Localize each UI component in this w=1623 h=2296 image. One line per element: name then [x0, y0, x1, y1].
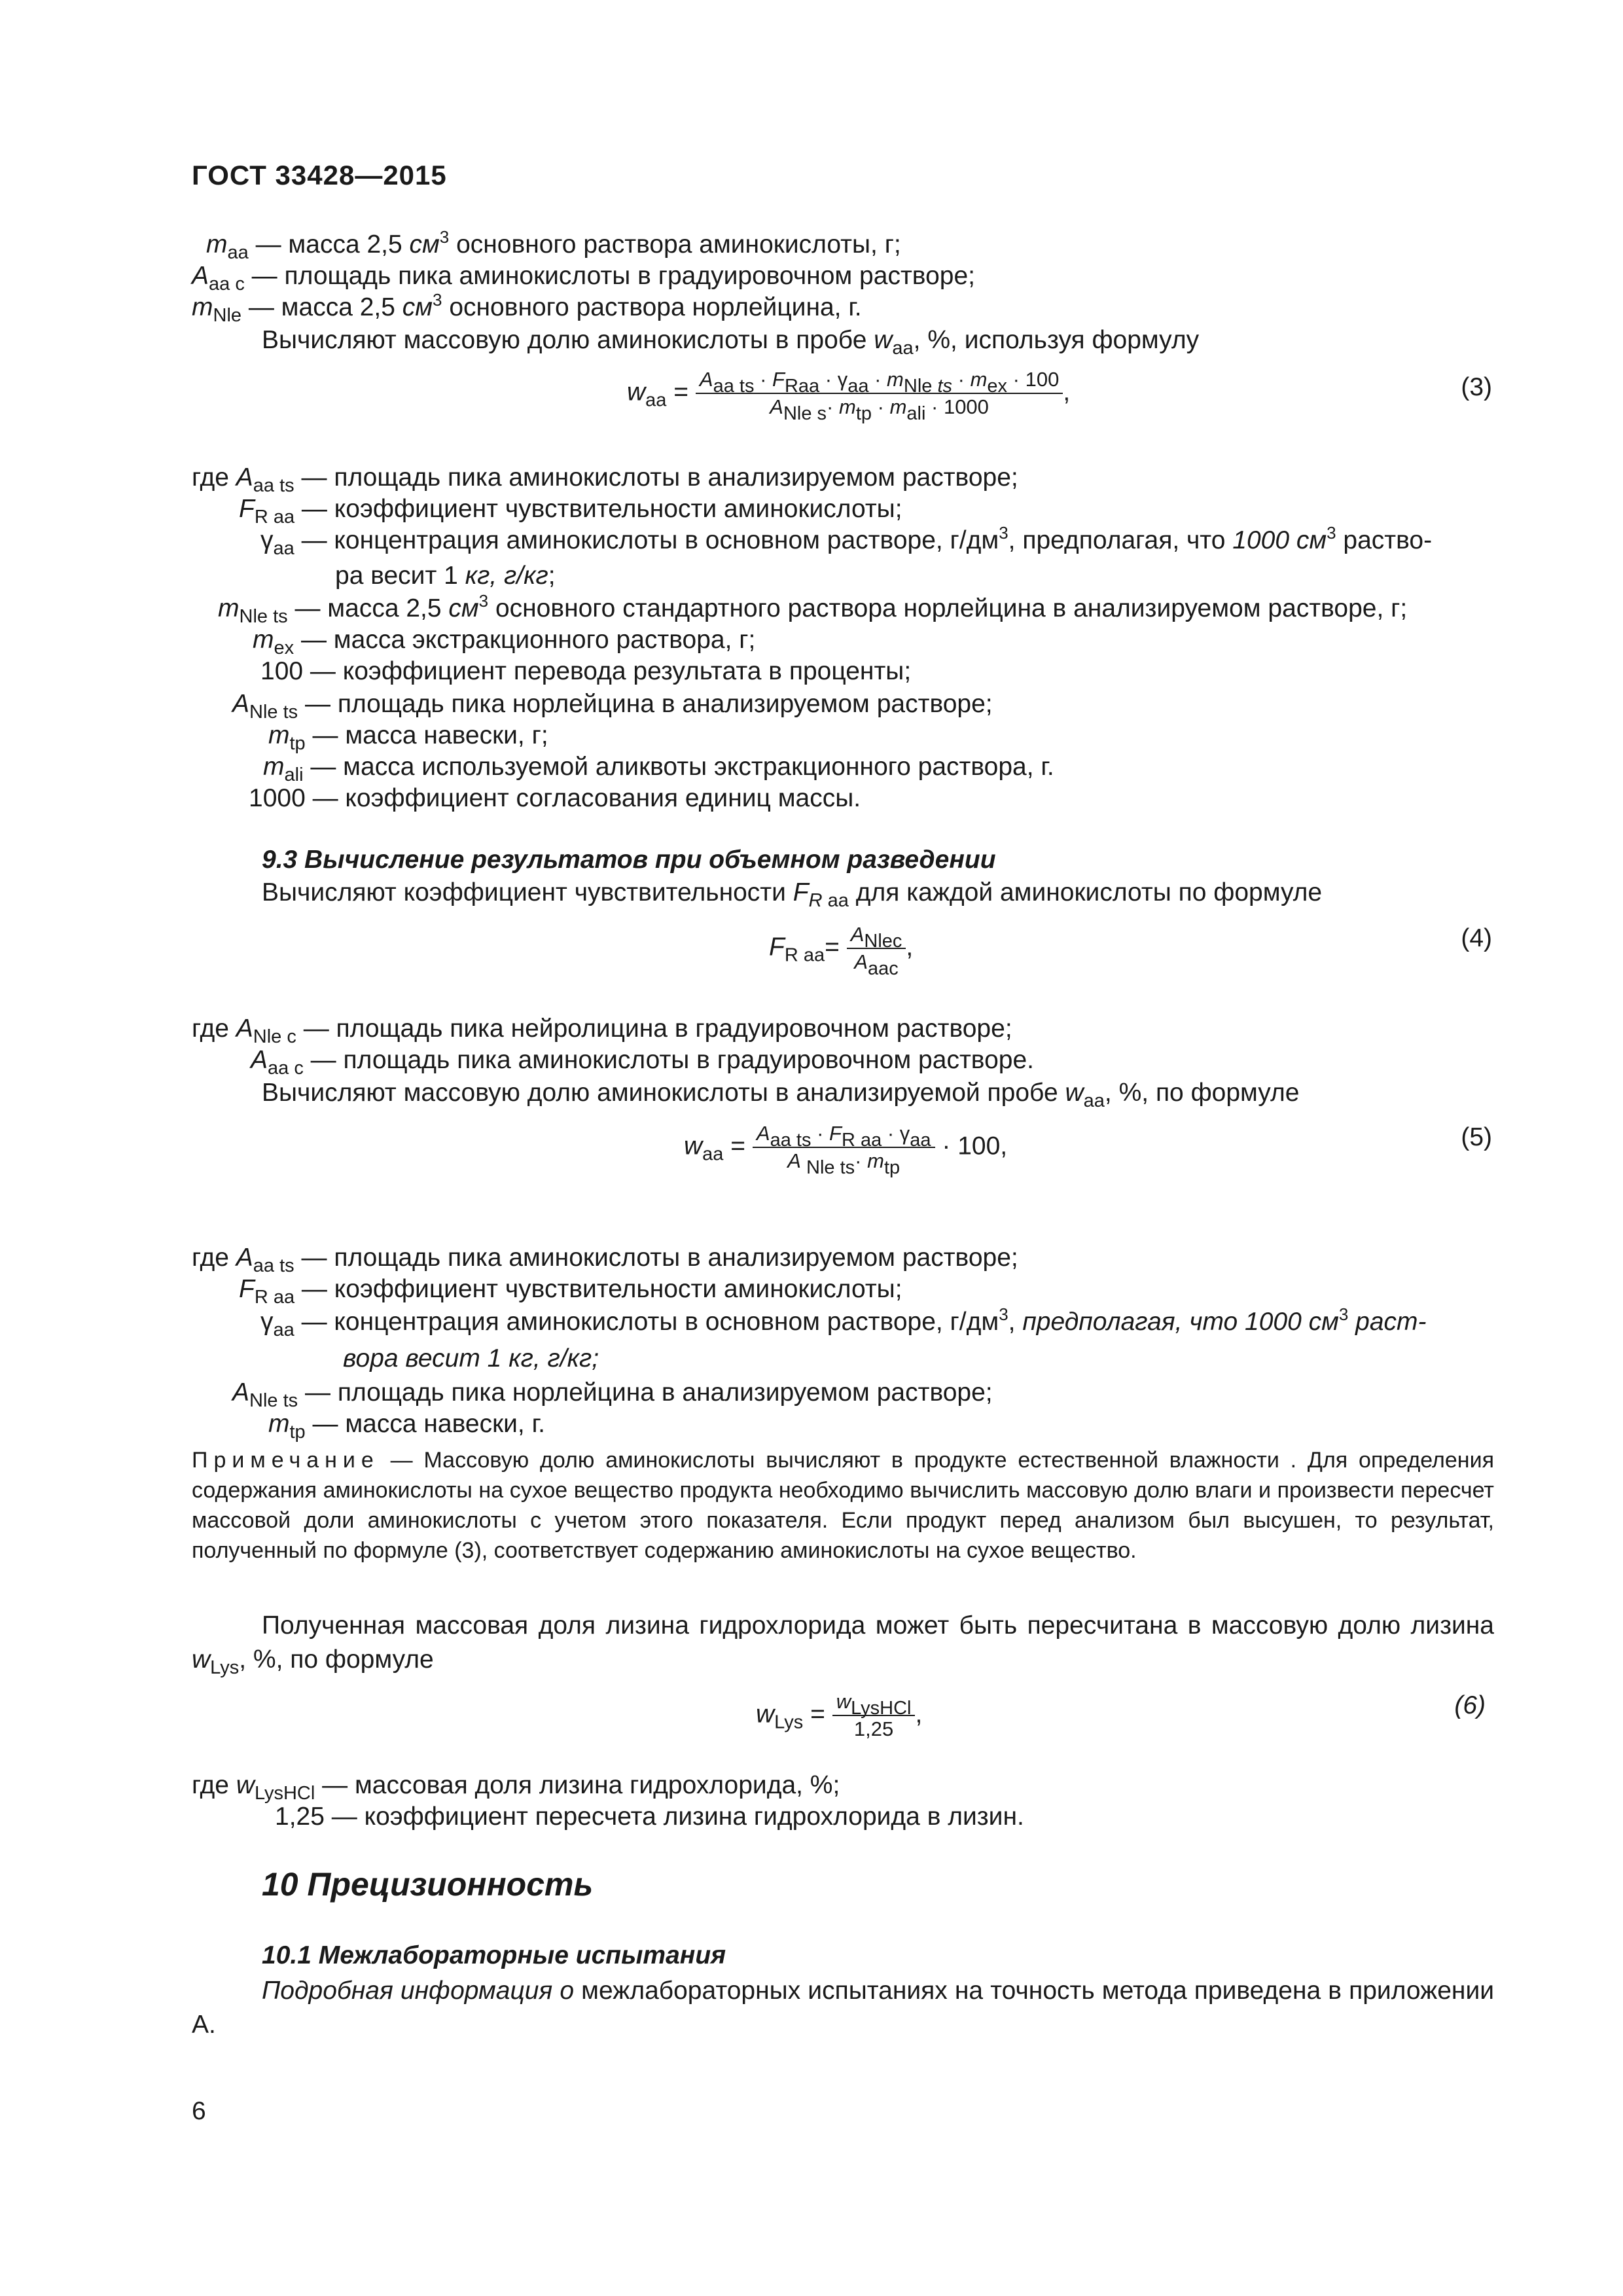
section-10-1-title: 10.1 Межлабораторные испытания — [262, 1941, 726, 1969]
definition-m-nle: $m_{Nle}$ — масса 2,5 $см^3$ основного раствора норлейцина, г. — [192, 290, 862, 326]
definition-gamma-aa-2-cont: вора весит 1 кг, г/кг; — [343, 1344, 599, 1372]
definition-a-aa-ts-2: где $A_{aa ts}$ — площадь пика аминокислоты в анализируемом растворе; — [192, 1244, 1018, 1276]
formula-3-number: (3) — [1461, 373, 1492, 401]
section-10-1-text — [192, 1974, 1494, 2042]
definition-gamma-aa: $\gamma_{aa}$ — концентрация аминокислоты в основном растворе, $г/дм^3$, предполагая, что 1000 $см^3$ раство- — [260, 523, 1433, 559]
intro-formula-5: Вычисляют массовую долю аминокислоты в анализируемой пробе $w_{aa}$, %, по формуле — [262, 1079, 1300, 1111]
document-header: ГОСТ 33428—2015 — [192, 160, 447, 190]
formula-4: $F_{R aa}=$ $\frac{A_{Nlec}}{A_{aac}}$ , — [769, 923, 914, 979]
definition-100: 100 — коэффициент перевода результата в проценты; — [260, 657, 912, 685]
note-paragraph — [192, 1445, 1494, 1566]
section-9-3-intro: Вычисляют коэффициент чувствительности $F_{R aa}$ для каждой аминокислоты по формуле — [262, 878, 1323, 911]
definition-w-lyshcl: где $w_{LysHCl}$ — массовая доля лизина гидрохлорида, %; — [192, 1771, 840, 1804]
formula-3: $w_{aa}$ = $\frac{A_{aa ts} \cdot F_{Raa} \cdot \gamma_{aa} \cdot m_{Nle ts} \cdot m_{ex} \cdot 100}{A_{Nle s}\cdot m_{tp} \cdot m_{ali} \cdot 1000}$ , — [627, 368, 1071, 424]
definition-m-ex: $m_{ex}$ — масса экстракционного раствора, г; — [253, 626, 756, 658]
definition-1000: 1000 — коэффициент согласования единиц массы. — [249, 784, 861, 812]
intro-formula-3: Вычисляют массовую долю аминокислоты в пробе $w_{aa}$, %, используя формулу — [262, 326, 1200, 359]
definition-f-r-aa: $F_{R aa}$ — коэффициент чувствительности аминокислоты; — [239, 495, 902, 528]
definition-f-r-aa-2: $F_{R aa}$ — коэффициент чувствительности аминокислоты; — [239, 1275, 902, 1308]
definition-gamma-aa-cont: ра весит 1 кг, г/кг; — [335, 562, 556, 590]
formula-6-number: (6) — [1454, 1691, 1486, 1719]
section-10-1-text-italic: Подробная информация о — [262, 1977, 575, 2005]
definition-a-aa-c: $A_{aa c}$ — площадь пика аминокислоты в градуировочном растворе; — [192, 262, 975, 295]
definition-a-aa-c-2: $A_{aa c}$ — площадь пика аминокислоты в градуировочном растворе. — [251, 1046, 1034, 1079]
definition-m-tp-2: $m_{tp}$ — масса навески, г. — [268, 1410, 545, 1443]
definition-1-25: 1,25 — коэффициент пересчета лизина гидрохлорида в лизин. — [275, 1803, 1024, 1831]
formula-6: $w_{Lys}$ = $\frac{w_{LysHCl}}{1,25}$ , — [756, 1690, 923, 1740]
section-10-title: 10 Прецизионность — [262, 1866, 594, 1903]
definition-m-nle-ts: $m_{Nle ts}$ — масса 2,5 $см^3$ основного стандартного раствора норлейцина в анализируемом растворе, г; — [218, 591, 1408, 627]
formula-5-number: (5) — [1461, 1123, 1492, 1151]
definition-m-aa: $m_{aa}$ — масса 2,5 $см^3$ основного раствора аминокислоты, г; — [206, 227, 901, 263]
formula-4-number: (4) — [1461, 924, 1492, 952]
note-label: Примечание — [192, 1448, 380, 1473]
definition-a-nle-ts-2: $A_{Nle ts}$ — площадь пика норлейцина в анализируемом растворе; — [232, 1378, 993, 1411]
section-9-3-title: 9.3 Вычисление результатов при объемном разведении — [262, 846, 996, 874]
lysine-paragraph: Полученная массовая доля лизина гидрохлорида может быть пересчитана в массовую долю лизина $w_{Lys}$, %, по формуле — [192, 1611, 1494, 1678]
note-text: — Массовую долю аминокислоты вычисляют в продукте естественной влажности . Для определения содержания аминокислоты на сухое вещество продукта необходимо вычислить массовую долю влаги и произвести пересчет массовой доли аминокислоты с учетом этого показателя. Если продукт перед анализом был высушен, то результат, полученный по формуле (3), соответствует содержанию аминокислоты на сухое вещество. — [192, 1448, 1494, 1563]
definition-a-nle-ts: $A_{Nle ts}$ — площадь пика норлейцина в анализируемом растворе; — [232, 690, 993, 723]
definition-gamma-aa-2: $\gamma_{aa}$ — концентрация аминокислоты в основном растворе, $г/дм^3$, предполагая, что 1000 $см^3$ раст- — [260, 1304, 1427, 1340]
section-10-1-text-rest: межлабораторных испытаниях на точность метода приведена в приложении А. — [192, 1977, 1495, 2039]
definition-a-aa-ts: где $A_{aa ts}$ — площадь пика аминокислоты в анализируемом растворе; — [192, 463, 1018, 496]
page-number: 6 — [192, 2097, 206, 2125]
definition-a-nle-c: где $A_{Nle c}$ — площадь пика нейролицина в градуировочном растворе; — [192, 1014, 1012, 1047]
formula-5: $w_{aa}$ = $\frac{A_{aa ts} \cdot F_{R aa} \cdot \gamma_{aa}}{A _{Nle ts}\cdot m_{tp}}$ · 100, — [684, 1122, 1008, 1178]
definition-m-tp: $m_{tp}$ — масса навески, г; — [268, 721, 548, 754]
definition-m-ali: $m_{ali}$ — масса используемой аликвоты экстракционного раствора, г. — [263, 753, 1054, 785]
